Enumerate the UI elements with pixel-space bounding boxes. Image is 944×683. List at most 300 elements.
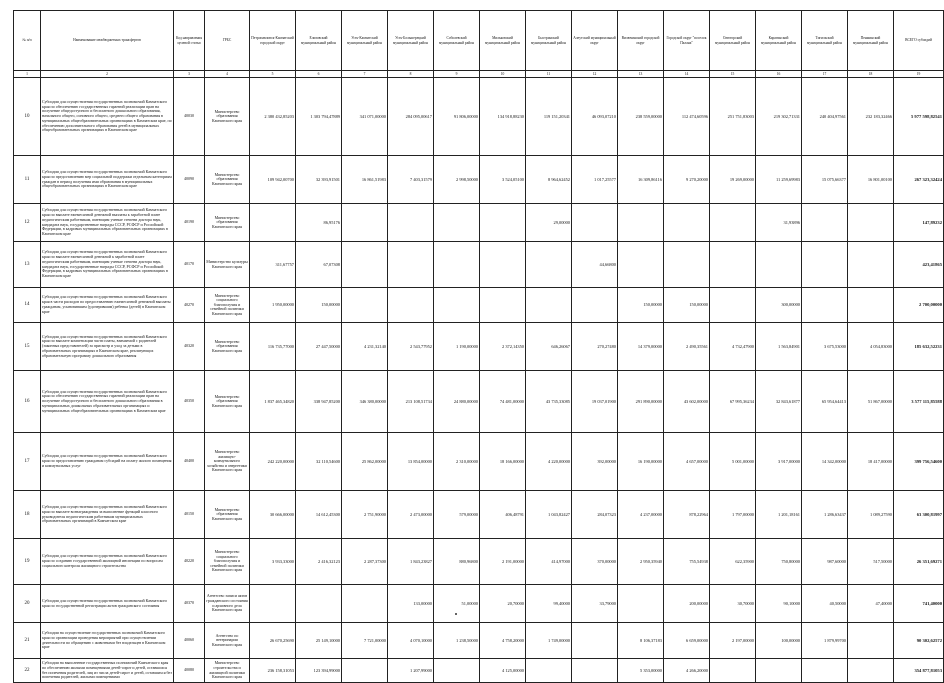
value-cell: 517,50000 <box>848 539 894 585</box>
value-cell: 7 403,31579 <box>388 156 434 204</box>
value-cell: 370,00000 <box>572 539 618 585</box>
value-cell: 31,93896 <box>756 204 802 242</box>
column-number-cell: 3 <box>174 71 205 78</box>
row-number: 21 <box>14 623 41 659</box>
subsidy-table <box>13 10 944 683</box>
value-cell <box>434 204 480 242</box>
row-number: 16 <box>14 371 41 433</box>
header-cell: Олюторский муниципальный район <box>710 11 756 71</box>
value-cell: 200,00000 <box>664 585 710 623</box>
total-cell: 63 300,81997 <box>894 491 944 539</box>
value-cell <box>434 659 480 683</box>
value-cell <box>802 659 848 683</box>
value-cell: 133,00000 <box>388 585 434 623</box>
row-number: 18 <box>14 491 41 539</box>
total-cell: 354 877,81053 <box>894 659 944 683</box>
value-cell: 116 735,77000 <box>250 323 296 371</box>
header-cell: ВСЕГО субсидий <box>894 11 944 71</box>
grbs-name: Министерство строительства и жилищной политики Камчатского края <box>205 659 250 683</box>
transfer-name: Субсидии для осуществления государственных полномочий Камчатского края по предоставлению мер социальной поддержки отдельным категориям граждан в период получения ими образования в муниципальных общеобразовательных организациях в Камчатском крае <box>41 156 174 204</box>
value-cell: 67,07308 <box>296 242 342 288</box>
target-code: 40030 <box>174 78 205 156</box>
value-cell: 1 286,63437 <box>802 491 848 539</box>
value-cell <box>342 659 388 683</box>
header-cell: Усть-Камчатский муниципальный район <box>342 11 388 71</box>
value-cell <box>434 288 480 323</box>
value-cell: 43 602,00000 <box>664 371 710 433</box>
value-cell: 99,40000 <box>526 585 572 623</box>
column-number-cell: 17 <box>802 71 848 78</box>
value-cell: 300,00000 <box>756 288 802 323</box>
value-cell: 2 380 432,85203 <box>250 78 296 156</box>
value-cell: 4 231,32140 <box>342 323 388 371</box>
budget-table-sheet <box>13 10 942 683</box>
row-number: 17 <box>14 433 41 491</box>
value-cell: 32 110,54600 <box>296 433 342 491</box>
value-cell: 755,54938 <box>664 539 710 585</box>
header-cell: Карагинский муниципальный район <box>756 11 802 71</box>
value-cell: 270,27480 <box>572 323 618 371</box>
transfer-name: Субсидии для осуществления государственных полномочий Камчатского края по выплате ежемесячной денежной к заработной плате педагогическим работникам, имеющим ученые степени доктора наук, кандидата наук, государственные награды СССР, РСФСР и Российской Федерации, в кадровых муниципальных образовательных организациях в Камчатском крае <box>41 242 174 288</box>
value-cell: 406,48791 <box>480 491 526 539</box>
column-number-cell: 8 <box>388 71 434 78</box>
column-number-cell: 5 <box>250 71 296 78</box>
target-code: 40350 <box>174 371 205 433</box>
grbs-name: Агентство записи актов гражданского состояния и архивного дела Камчатского края <box>205 585 250 623</box>
value-cell: 1 089,27590 <box>848 491 894 539</box>
row-number: 13 <box>14 242 41 288</box>
value-cell: 4 125,00000 <box>480 659 526 683</box>
value-cell: 4 266,20000 <box>664 659 710 683</box>
value-cell <box>480 242 526 288</box>
value-cell: 65 954,64413 <box>802 371 848 433</box>
value-cell: 4 054,83000 <box>848 323 894 371</box>
header-cell: Вилючинский городской округ <box>618 11 664 71</box>
value-cell: 46 093,07210 <box>572 78 618 156</box>
value-cell: 346 380,00000 <box>342 371 388 433</box>
column-number-cell: 11 <box>526 71 572 78</box>
value-cell: 2 197,00000 <box>710 623 756 659</box>
value-cell: 579,00000 <box>434 491 480 539</box>
total-cell: 26 351,69271 <box>894 539 944 585</box>
value-cell: 240 404,97561 <box>802 78 848 156</box>
value-cell: 2 751,90000 <box>342 491 388 539</box>
value-cell: 100,00000 <box>756 623 802 659</box>
value-cell: 4 237,00000 <box>618 491 664 539</box>
table-row <box>14 585 944 623</box>
total-cell: 185 632,52231 <box>894 323 944 371</box>
value-cell: 119 151,20341 <box>526 78 572 156</box>
value-cell <box>434 242 480 288</box>
target-code: 40400 <box>174 433 205 491</box>
value-cell <box>572 204 618 242</box>
value-cell: 1 843,23827 <box>388 539 434 585</box>
value-cell: 4 220,00000 <box>526 433 572 491</box>
transfer-name: Субсидии для осуществления государственных полномочий Камчатского края по созданию государственной жилищной инспекции по вопросам социального контроля жилищного строительства <box>41 539 174 585</box>
grbs-name: Министерство социального благополучия и семейной политики Камчатского края <box>205 288 250 323</box>
value-cell: 8 106,37183 <box>618 623 664 659</box>
target-code: 40090 <box>174 156 205 204</box>
total-cell: 3 577 115,85588 <box>894 371 944 433</box>
value-cell <box>756 242 802 288</box>
target-code: 40320 <box>174 323 205 371</box>
value-cell: 341 071,00000 <box>342 78 388 156</box>
table-row <box>14 288 944 323</box>
total-cell: 423,41865 <box>894 242 944 288</box>
value-cell <box>342 204 388 242</box>
header-cell: Тигильский муниципальный район <box>802 11 848 71</box>
grbs-name: Агентство по ветеринарии Камчатского края <box>205 623 250 659</box>
value-cell: 24 880,00000 <box>434 371 480 433</box>
column-number-cell: 13 <box>618 71 664 78</box>
value-cell: 25 149,10000 <box>296 623 342 659</box>
column-number-cell: 4 <box>205 71 250 78</box>
transfer-name: Субсидии для осуществления государственных полномочий Камчатского края по выплате компенсации части платы, взимаемой с родителей (законных представителей) за присмотр и уход за детьми в образовательных организациях в Камчатском крае, реализующих образовательную программу дошкольного образования <box>41 323 174 371</box>
value-cell: 238 559,00000 <box>618 78 664 156</box>
row-number: 15 <box>14 323 41 371</box>
value-cell: 123 394,99000 <box>296 659 342 683</box>
value-cell: 6 659,00000 <box>664 623 710 659</box>
value-cell: 134 918,88230 <box>480 78 526 156</box>
target-code: 40220 <box>174 539 205 585</box>
value-cell: 16 861,51983 <box>342 156 388 204</box>
row-number: 22 <box>14 659 41 683</box>
row-number: 10 <box>14 78 41 156</box>
value-cell <box>480 288 526 323</box>
value-cell: 1 563,84901 <box>756 323 802 371</box>
grbs-name: Министерство образования Камчатского края <box>205 204 250 242</box>
value-cell <box>710 288 756 323</box>
value-cell: 51,00000 <box>434 585 480 623</box>
value-cell: 338 947,85200 <box>296 371 342 433</box>
value-cell: 5 001,00000 <box>710 433 756 491</box>
value-cell: 878,22964 <box>664 491 710 539</box>
value-cell <box>848 242 894 288</box>
header-cell: ГРБС <box>205 11 250 71</box>
value-cell: 1 797,00000 <box>710 491 756 539</box>
value-cell: 1 017,25577 <box>572 156 618 204</box>
value-cell: 14 612,45300 <box>296 491 342 539</box>
value-cell <box>342 288 388 323</box>
value-cell: 16 190,00000 <box>618 433 664 491</box>
value-cell: 1 879,99700 <box>802 623 848 659</box>
value-cell: 3 933,33000 <box>250 539 296 585</box>
total-cell: 267 323,32424 <box>894 156 944 204</box>
value-cell: 2 191,00000 <box>480 539 526 585</box>
value-cell: 242 220,00000 <box>250 433 296 491</box>
target-code: 40080 <box>174 659 205 683</box>
total-cell: 147,89232 <box>894 204 944 242</box>
value-cell: 16 309,86116 <box>618 156 664 204</box>
value-cell: 1 207,99000 <box>388 659 434 683</box>
value-cell: 2 998,50000 <box>434 156 480 204</box>
value-cell: 4 657,00000 <box>664 433 710 491</box>
value-cell <box>710 659 756 683</box>
target-code: 40370 <box>174 585 205 623</box>
value-cell: 109 942,00700 <box>250 156 296 204</box>
column-number-cell: 1 <box>14 71 41 78</box>
value-cell: 40,50000 <box>802 585 848 623</box>
value-cell: 4 732,47900 <box>710 323 756 371</box>
table-row <box>14 204 944 242</box>
grbs-name: Министерство образования Камчатского края <box>205 323 250 371</box>
value-cell <box>802 242 848 288</box>
value-cell: 392,00000 <box>572 433 618 491</box>
value-cell <box>572 623 618 659</box>
value-cell: 622,35900 <box>710 539 756 585</box>
value-cell <box>664 242 710 288</box>
value-cell <box>618 242 664 288</box>
value-cell: 44,66800 <box>572 242 618 288</box>
value-cell: 15 075,66377 <box>802 156 848 204</box>
table-row <box>14 242 944 288</box>
value-cell: 5 353,00000 <box>618 659 664 683</box>
grbs-name: Министерство образования Камчатского края <box>205 371 250 433</box>
value-cell <box>572 659 618 683</box>
column-number-cell: 2 <box>41 71 174 78</box>
value-cell: 284,07323 <box>572 491 618 539</box>
value-cell: 19 037,01900 <box>572 371 618 433</box>
table-row <box>14 78 944 156</box>
value-cell <box>802 288 848 323</box>
transfer-name: Субсидии для осуществления государственных полномочий Камчатского края по предоставлению гражданам субсидий на оплату жилого помещения и коммунальных услуг <box>41 433 174 491</box>
value-cell: 8 964,62452 <box>526 156 572 204</box>
value-cell: 1 749,00000 <box>526 623 572 659</box>
grbs-name: Министерство образования Камчатского края <box>205 156 250 204</box>
value-cell <box>848 623 894 659</box>
value-cell <box>710 242 756 288</box>
value-cell <box>848 659 894 683</box>
value-cell: 311,67757 <box>250 242 296 288</box>
header-cell: Наименование межбюджетных трансфертов <box>41 11 174 71</box>
header-cell: Городской округ "поселок Палана" <box>664 11 710 71</box>
column-number-cell: 10 <box>480 71 526 78</box>
value-cell: 27 447,50000 <box>296 323 342 371</box>
row-number: 20 <box>14 585 41 623</box>
value-cell <box>250 585 296 623</box>
column-number-cell: 12 <box>572 71 618 78</box>
value-cell <box>664 204 710 242</box>
value-cell: 18 417,00000 <box>848 433 894 491</box>
transfer-name: Субсидии для осуществления государственных полномочий Камчатского края по выплате вознаграждения за выполнение функций классного руководителя педагогическим работникам муниципальных образовательных организаций в Камчатском крае <box>41 491 174 539</box>
table-row <box>14 539 944 585</box>
row-number: 12 <box>14 204 41 242</box>
transfer-name: Субсидии для осуществления государственных полномочий Камчатского края по обеспечению государственных гарантий реализации прав на получение общедоступного и бесплатного дошкольного образования, начального общего, основного общего, среднего общего образования в муниципальных общеобразовательных организациях в Камчатском крае, по обеспечению дополнительного образования детей в муниципальных общеобразовательных организациях в Камчатском крае <box>41 78 174 156</box>
grbs-name: Министерство культуры Камчатского края <box>205 242 250 288</box>
value-cell <box>388 242 434 288</box>
value-cell: 9 270,20000 <box>664 156 710 204</box>
value-cell: 30,70000 <box>710 585 756 623</box>
value-cell: 646,26067 <box>526 323 572 371</box>
value-cell <box>480 204 526 242</box>
value-cell: 3 675,53000 <box>802 323 848 371</box>
value-cell: 32 393,91501 <box>296 156 342 204</box>
column-number-cell: 16 <box>756 71 802 78</box>
header-cell: Петропавловск-Камчатский городской округ <box>250 11 296 71</box>
column-number-cell: 19 <box>894 71 944 78</box>
value-cell: 213 108,51734 <box>388 371 434 433</box>
row-number: 14 <box>14 288 41 323</box>
value-cell: 14 342,00000 <box>802 433 848 491</box>
value-cell <box>618 585 664 623</box>
value-cell: 7 721,00000 <box>342 623 388 659</box>
target-code: 40060 <box>174 623 205 659</box>
value-cell: 236 158,31053 <box>250 659 296 683</box>
value-cell: 232 183,32466 <box>848 78 894 156</box>
header-cell: Усть-Большерецкий муниципальный район <box>388 11 434 71</box>
target-code: 40270 <box>174 288 205 323</box>
table-row <box>14 623 944 659</box>
page-mark <box>455 613 457 615</box>
grbs-name: Министерство жилищно-коммунального хозяйства и энергетики Камчатского края <box>205 433 250 491</box>
value-cell: 4 070,10000 <box>388 623 434 659</box>
value-cell: 11 259,69983 <box>756 156 802 204</box>
value-cell: 3 917,00000 <box>756 433 802 491</box>
total-cell: 90 302,62572 <box>894 623 944 659</box>
table-row <box>14 156 944 204</box>
value-cell: 251 751,83003 <box>710 78 756 156</box>
value-cell <box>342 585 388 623</box>
transfer-name: Субсидии на выполнение государственных полномочий Камчатского края по обеспечению жилыми помещениями детей-сирот и детей, оставшихся без попечения родителей, лиц из числа детей-сирот и детей, оставшихся без попечения родителей, жилыми помещениями <box>41 659 174 683</box>
value-cell: 150,00000 <box>296 288 342 323</box>
table-row <box>14 371 944 433</box>
header-cell: Алеутский муниципальный округ <box>572 11 618 71</box>
transfer-name: Субсидии для осуществления государственных полномочий Камчатского края по выплате ежемесячной денежной выплаты к заработной плате педагогическим работникам, имеющим ученые степени доктора наук, кандидата наук, государственные награды СССР, РСФСР и Российской Федерации, в кадровых муниципальных образовательных организациях в Камчатском крае <box>41 204 174 242</box>
value-cell: 18 166,00000 <box>480 433 526 491</box>
value-cell: 880,96800 <box>434 539 480 585</box>
value-cell: 1 190,00000 <box>434 323 480 371</box>
value-cell: 30 666,00000 <box>250 491 296 539</box>
value-cell: 14 379,00000 <box>618 323 664 371</box>
value-cell: 86,95176 <box>296 204 342 242</box>
value-cell: 2 490,35561 <box>664 323 710 371</box>
value-cell: 112 474,60596 <box>664 78 710 156</box>
transfer-name: Субсидии для осуществления государственных полномочий Камчатского края по обеспечению государственных гарантий реализации прав на получение общедоступного и бесплатного дошкольного образования в муниципальных дошкольных образовательных организациях и муниципальных общеобразовательных организациях в Камчатском крае <box>41 371 174 433</box>
value-cell: 219 302,71331 <box>756 78 802 156</box>
value-cell: 1 238,50000 <box>434 623 480 659</box>
value-cell <box>296 585 342 623</box>
value-cell <box>388 204 434 242</box>
column-number-cell: 6 <box>296 71 342 78</box>
table-row <box>14 659 944 683</box>
value-cell: 4 758,20000 <box>480 623 526 659</box>
table-row <box>14 491 944 539</box>
value-cell: 67 995,36234 <box>710 371 756 433</box>
value-cell: 1 043,82427 <box>526 491 572 539</box>
value-cell <box>388 288 434 323</box>
column-number-cell: 14 <box>664 71 710 78</box>
value-cell <box>526 288 572 323</box>
value-cell: 47,40000 <box>848 585 894 623</box>
total-cell: 741,40000 <box>894 585 944 623</box>
grbs-name: Министерство образования Камчатского края <box>205 78 250 156</box>
value-cell: 2 310,00000 <box>434 433 480 491</box>
value-cell: 90,10000 <box>756 585 802 623</box>
target-code: 40150 <box>174 491 205 539</box>
value-cell: 1 837 465,34820 <box>250 371 296 433</box>
column-number-cell: 15 <box>710 71 756 78</box>
grbs-name: Министерство образования Камчатского края <box>205 491 250 539</box>
value-cell: 19 269,00000 <box>710 156 756 204</box>
value-cell <box>618 204 664 242</box>
value-cell <box>848 204 894 242</box>
value-cell: 2 473,00000 <box>388 491 434 539</box>
value-cell <box>802 204 848 242</box>
value-cell: 3 524,05100 <box>480 156 526 204</box>
value-cell <box>342 242 388 288</box>
value-cell: 2 543,77952 <box>388 323 434 371</box>
value-cell: 987,60000 <box>802 539 848 585</box>
value-cell: 2 950,35940 <box>618 539 664 585</box>
target-code: 40170 <box>174 242 205 288</box>
header-cell: Соболевский муниципальный район <box>434 11 480 71</box>
total-cell: 2 700,00000 <box>894 288 944 323</box>
transfer-name: Субсидии для осуществления государственных полномочий Камчатского края в части расходов по предоставлению ежемесячной денежной выплаты гражданам, усыновившим (удочерившим) ребенка (детей) в Камчатском крае <box>41 288 174 323</box>
total-cell: 399 756,54600 <box>894 433 944 491</box>
value-cell: 20,70000 <box>480 585 526 623</box>
value-cell: 2 416,32123 <box>296 539 342 585</box>
column-number-cell: 9 <box>434 71 480 78</box>
header-cell: Код направления целевой статьи <box>174 11 205 71</box>
total-cell: 5 977 598,82541 <box>894 78 944 156</box>
grbs-name: Министерство социального благополучия и семейной политики Камчатского края <box>205 539 250 585</box>
value-cell: 74 481,00000 <box>480 371 526 433</box>
value-cell: 2 287,37300 <box>342 539 388 585</box>
value-cell: 13 854,00000 <box>388 433 434 491</box>
column-number-cell: 18 <box>848 71 894 78</box>
header-cell: Мильковский муниципальный район <box>480 11 526 71</box>
value-cell: 29,00000 <box>526 204 572 242</box>
header-cell: Пенжинский муниципальный район <box>848 11 894 71</box>
value-cell: 26 670,25690 <box>250 623 296 659</box>
value-cell <box>572 288 618 323</box>
value-cell: 150,00000 <box>664 288 710 323</box>
value-cell: 25 862,00000 <box>342 433 388 491</box>
value-cell: 2 372,14350 <box>480 323 526 371</box>
value-cell: 91 806,00000 <box>434 78 480 156</box>
value-cell: 1 950,00000 <box>250 288 296 323</box>
value-cell: 51 867,00000 <box>848 371 894 433</box>
value-cell: 1 303 794,47889 <box>296 78 342 156</box>
header-row <box>14 11 944 71</box>
value-cell <box>250 204 296 242</box>
value-cell <box>848 288 894 323</box>
value-cell: 33,79000 <box>572 585 618 623</box>
transfer-name: Субсидии для осуществления государственных полномочий Камчатского края по государственной регистрации актов гражданского состояния <box>41 585 174 623</box>
value-cell: 291 890,00000 <box>618 371 664 433</box>
column-number-row <box>14 71 944 78</box>
value-cell <box>526 659 572 683</box>
target-code: 40190 <box>174 204 205 242</box>
value-cell <box>756 659 802 683</box>
value-cell: 32 843,61877 <box>756 371 802 433</box>
column-number-cell: 7 <box>342 71 388 78</box>
transfer-name: Субсидии на осуществление государственных полномочий Камчатского края по организации проведения мероприятий при осуществлении деятельности по обращению с животными без владельцев в Камчатском крае <box>41 623 174 659</box>
value-cell <box>710 204 756 242</box>
value-cell: 750,80000 <box>756 539 802 585</box>
header-cell: Елизовский муниципальный район <box>296 11 342 71</box>
value-cell: 1 201,18161 <box>756 491 802 539</box>
value-cell: 284 095,00617 <box>388 78 434 156</box>
value-cell: 43 735,33085 <box>526 371 572 433</box>
value-cell: 414,97000 <box>526 539 572 585</box>
row-number: 19 <box>14 539 41 585</box>
row-number: 11 <box>14 156 41 204</box>
header-cell: Быстринский муниципальный район <box>526 11 572 71</box>
value-cell: 16 801,00100 <box>848 156 894 204</box>
table-row <box>14 323 944 371</box>
header-cell: № п/п <box>14 11 41 71</box>
